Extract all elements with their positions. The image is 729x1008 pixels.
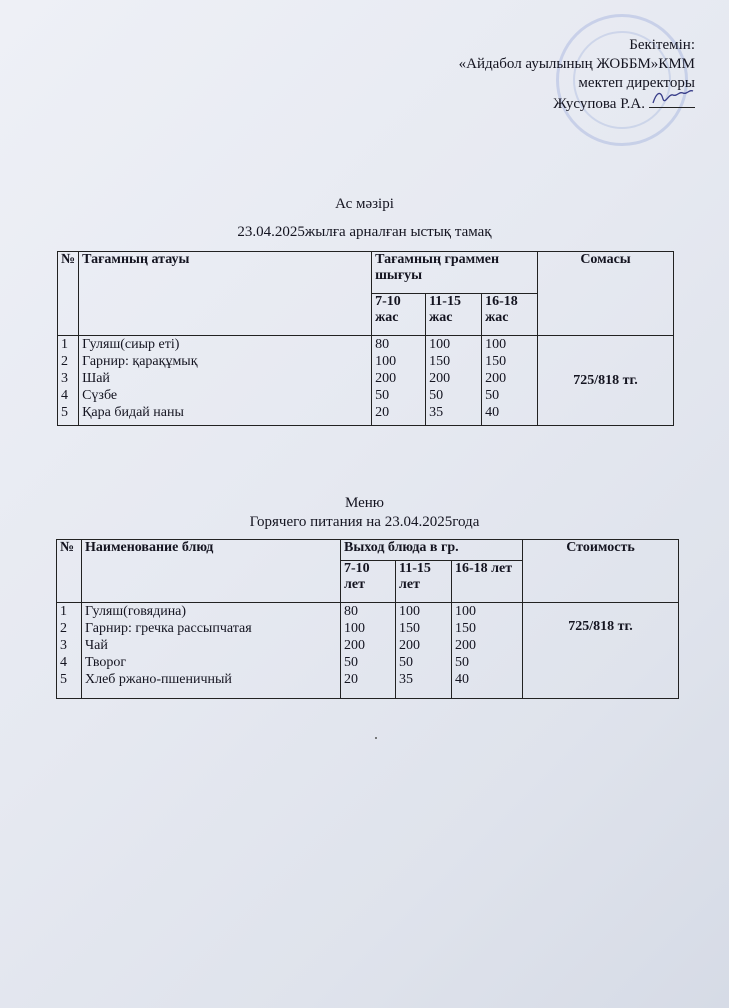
grams-value: 40 <box>455 672 469 687</box>
table-row <box>58 336 674 426</box>
grams-value: 20 <box>375 405 390 420</box>
grams-value: 200 <box>485 371 507 386</box>
dish-name: Гарнир: қарақұмық <box>82 354 198 369</box>
grams-value: 50 <box>375 388 390 403</box>
approval-signer-line <box>459 93 695 114</box>
row-num: 3 <box>60 638 67 653</box>
grams-value: 50 <box>485 388 500 403</box>
dish-name: Сүзбе <box>82 388 118 403</box>
grams-value: 150 <box>455 621 476 636</box>
num-cell <box>58 336 79 426</box>
grams-value: 40 <box>485 405 500 420</box>
grams-value: 35 <box>429 405 444 420</box>
price-cell: 725/818 тг. <box>523 603 679 699</box>
row-num: 4 <box>61 388 68 403</box>
grams-16-18-cell <box>452 603 523 699</box>
grams-16-18-cell <box>482 336 538 426</box>
grams-value: 100 <box>399 604 420 619</box>
row-num: 3 <box>61 371 68 386</box>
approval-block <box>459 36 695 114</box>
table-header-row <box>57 540 679 561</box>
grams-value: 20 <box>344 672 358 687</box>
dish-name: Хлеб ржано-пшеничный <box>85 672 232 687</box>
grams-7-10-cell <box>372 336 426 426</box>
row-num: 2 <box>60 621 67 636</box>
paper-speck <box>375 737 377 739</box>
kz-menu-title: Ас мәзірі <box>335 196 394 212</box>
row-num: 5 <box>61 405 68 420</box>
grams-value: 150 <box>399 621 420 636</box>
grams-value: 80 <box>375 337 390 352</box>
grams-value: 100 <box>485 337 507 352</box>
price-cell: 725/818 тг. <box>538 336 674 426</box>
grams-value: 80 <box>344 604 358 619</box>
name-cell <box>79 336 372 426</box>
header-age-16-18: 16-18 лет <box>452 561 523 603</box>
grams-value: 200 <box>399 638 420 653</box>
header-age-11-15: 11-15 жас <box>426 294 482 336</box>
ru-menu-table <box>56 539 679 699</box>
signature <box>649 93 695 108</box>
header-price: Сомасы <box>538 252 674 336</box>
grams-value: 100 <box>455 604 476 619</box>
header-output: Выход блюда в гр. <box>341 540 523 561</box>
table-header-row <box>58 252 674 294</box>
dish-name: Қара бидай наны <box>82 405 184 420</box>
name-cell <box>82 603 341 699</box>
dish-name: Гуляш(говядина) <box>85 604 187 619</box>
dish-name: Гарнир: гречка рассыпчатая <box>85 621 252 636</box>
grams-11-15-cell <box>396 603 452 699</box>
ru-menu-title: Меню <box>344 495 385 511</box>
row-num: 4 <box>60 655 67 670</box>
dish-name: Гуляш(сиыр еті) <box>82 337 180 352</box>
grams-value: 35 <box>399 672 413 687</box>
kz-menu-subtitle: 23.04.2025жылға арналған ыстық тамақ <box>237 224 492 240</box>
approval-heading: Бекітемін: <box>629 37 695 53</box>
grams-value: 200 <box>429 371 451 386</box>
grams-value: 50 <box>429 388 444 403</box>
header-age-7-10: 7-10 лет <box>341 561 396 603</box>
grams-value: 200 <box>375 371 397 386</box>
row-num: 5 <box>60 672 67 687</box>
grams-7-10-cell <box>341 603 396 699</box>
header-output: Тағамның граммен шығуы <box>372 252 538 294</box>
grams-value: 150 <box>429 354 451 369</box>
dish-name: Творог <box>85 655 127 670</box>
grams-11-15-cell <box>426 336 482 426</box>
dish-name: Шай <box>82 371 110 386</box>
header-age-16-18: 16-18 жас <box>482 294 538 336</box>
grams-value: 200 <box>344 638 365 653</box>
header-age-7-10: 7-10 жас <box>372 294 426 336</box>
header-num: № <box>57 540 82 603</box>
table-row <box>57 603 679 699</box>
kz-menu-table <box>57 251 674 426</box>
approval-signer-name: Жусупова Р.А. <box>553 96 645 112</box>
dish-name: Чай <box>85 638 108 653</box>
ru-menu-subtitle: Горячего питания на 23.04.2025года <box>249 514 480 530</box>
approval-organization: «Айдабол ауылының ЖОББМ»КММ <box>458 56 695 72</box>
grams-value: 150 <box>485 354 507 369</box>
grams-value: 50 <box>399 655 413 670</box>
approval-position: мектеп директоры <box>578 75 695 91</box>
grams-value: 100 <box>375 354 397 369</box>
header-age-11-15: 11-15 лет <box>396 561 452 603</box>
header-price: Стоимость <box>523 540 679 603</box>
grams-value: 200 <box>455 638 476 653</box>
grams-value: 100 <box>429 337 451 352</box>
row-num: 1 <box>61 337 68 352</box>
grams-value: 50 <box>455 655 469 670</box>
grams-value: 100 <box>344 621 365 636</box>
row-num: 1 <box>60 604 67 619</box>
row-num: 2 <box>61 354 68 369</box>
header-name: Наименование блюд <box>82 540 341 603</box>
grams-value: 50 <box>344 655 358 670</box>
header-num: № <box>58 252 79 336</box>
header-name: Тағамның атауы <box>79 252 372 336</box>
num-cell <box>57 603 82 699</box>
